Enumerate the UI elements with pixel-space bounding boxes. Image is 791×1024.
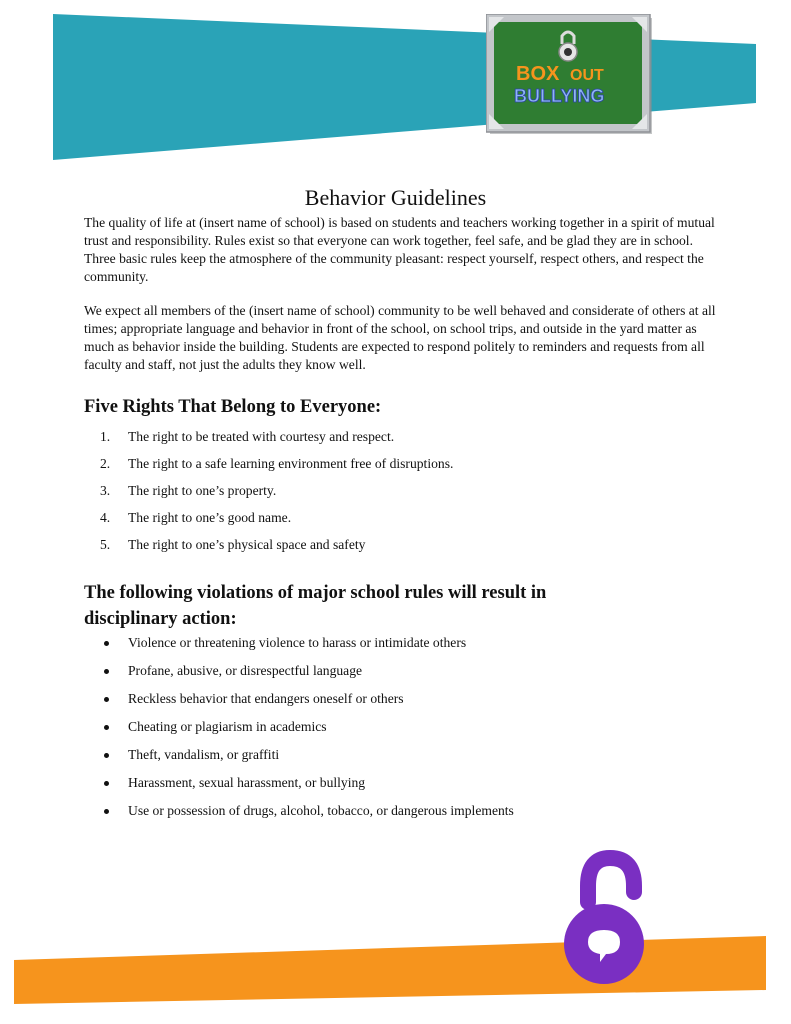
violations-heading: The following violations of major school rules will result in disciplinary action: (84, 583, 547, 629)
list-item-text: The right to one’s property. (128, 483, 277, 498)
box-out-bullying-logo (486, 14, 654, 136)
bullet-icon (104, 781, 109, 786)
list-item-text: The right to one’s good name. (128, 510, 292, 525)
list-item-text: Violence or threatening violence to harass or intimidate others (128, 635, 467, 650)
list-item-text: The right to be treated with courtesy and respect. (128, 429, 395, 444)
list-item-text: Theft, vandalism, or graffiti (128, 747, 280, 762)
logo-out-text: OUT (570, 67, 604, 84)
list-number: 4. (100, 510, 111, 525)
list-item (100, 536, 740, 563)
logo-box-text: BOX (516, 63, 560, 85)
violations-list (100, 634, 740, 830)
list-number: 3. (100, 483, 111, 498)
rights-heading: Five Rights That Belong to Everyone: (84, 397, 382, 417)
list-item (100, 509, 740, 536)
list-item-text: Use or possession of drugs, alcohol, tobacco, or dangerous implements (128, 803, 514, 818)
list-item (100, 634, 740, 662)
list-item-text: The right to a safe learning environment free of disruptions. (128, 456, 454, 471)
list-item (100, 802, 740, 830)
bottom-orange-band (0, 930, 791, 1024)
bullet-icon (104, 669, 109, 674)
list-item (100, 774, 740, 802)
list-item-text: Profane, abusive, or disrespectful language (128, 663, 363, 678)
list-item (100, 482, 740, 509)
list-item-text: Cheating or plagiarism in academics (128, 719, 327, 734)
list-item-text: Harassment, sexual harassment, or bullying (128, 775, 366, 790)
logo-bullying-text: BULLYING (514, 86, 605, 106)
list-item-text: The right to one’s physical space and safety (128, 537, 366, 552)
bullet-icon (104, 697, 109, 702)
bullet-icon (104, 753, 109, 758)
list-item (100, 662, 740, 690)
page-title: Behavior Guidelines (304, 184, 487, 210)
list-item (100, 455, 740, 482)
rights-list (100, 428, 740, 563)
list-number: 5. (100, 537, 111, 552)
bullet-icon (104, 809, 109, 814)
bullet-icon (104, 641, 109, 646)
open-padlock-icon (548, 846, 658, 996)
list-number: 2. (100, 456, 111, 471)
list-item (100, 718, 740, 746)
intro-paragraph-2: We expect all members of the (insert name of school) community to be well behaved and considerate of others at all times; appropriate language and behavior in front of the school, on school trips, and outside in the yard matter as much as behavior inside the building. Students are expected to respond politely to reminders and requests from all faculty and staff, not just the adults they know well. (84, 303, 716, 372)
top-teal-band (0, 0, 791, 170)
list-item (100, 746, 740, 774)
list-item (100, 690, 740, 718)
list-number: 1. (100, 429, 111, 444)
intro-paragraph-1: The quality of life at (insert name of school) is based on students and teachers working together in a spirit of mutual trust and responsibility. Rules exist so that everyone can work together, feel safe, and be glad they are in school. Three basic rules keep the atmosphere of the community pleasant: respect yourself, respect others, and respect the community. (84, 215, 715, 284)
list-item-text: Reckless behavior that endangers oneself or others (128, 691, 404, 706)
list-item (100, 428, 740, 455)
bullet-icon (104, 725, 109, 730)
